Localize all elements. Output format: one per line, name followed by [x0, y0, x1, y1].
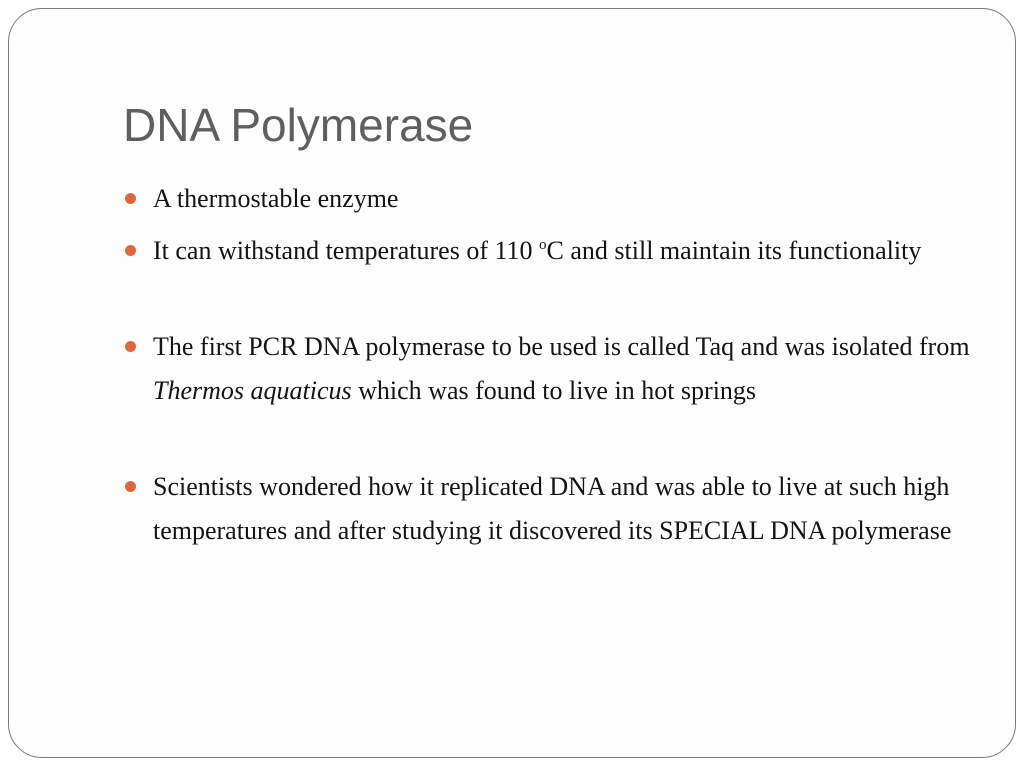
- bullet-item-3: [123, 325, 973, 413]
- bullet-item-4: [123, 465, 973, 553]
- slide-title: DNA Polymerase: [123, 99, 474, 151]
- bullet-text: Scientists wondered how it replicated DNA and was able to live at such high temperatures and after studying it discovered its SPECIAL DNA polymerase: [153, 472, 952, 545]
- bullet-text-part: which was found to live in hot springs: [351, 376, 757, 405]
- bullet-dot-icon: [125, 481, 136, 492]
- bullet-dot-icon: [125, 193, 136, 204]
- bullet-dot-icon: [125, 341, 136, 352]
- bullet-text-part: It can withstand temperatures of 110: [153, 236, 540, 265]
- species-name: Thermos aquaticus: [153, 376, 352, 405]
- bullet-item-1: [123, 177, 973, 221]
- bullet-item-2: [123, 229, 973, 273]
- bullet-text: A thermostable enzyme: [153, 184, 399, 213]
- bullet-text: [153, 332, 970, 405]
- degree-superscript: o: [539, 237, 547, 253]
- slide-frame: [8, 8, 1016, 758]
- bullet-text-part: The first PCR DNA polymerase to be used is called Taq and was isolated from: [153, 332, 970, 361]
- bullet-dot-icon: [125, 245, 136, 256]
- bullet-text-part: C and still maintain its functionality: [546, 236, 922, 265]
- bullet-text: [153, 236, 921, 265]
- bullet-list: [123, 177, 973, 553]
